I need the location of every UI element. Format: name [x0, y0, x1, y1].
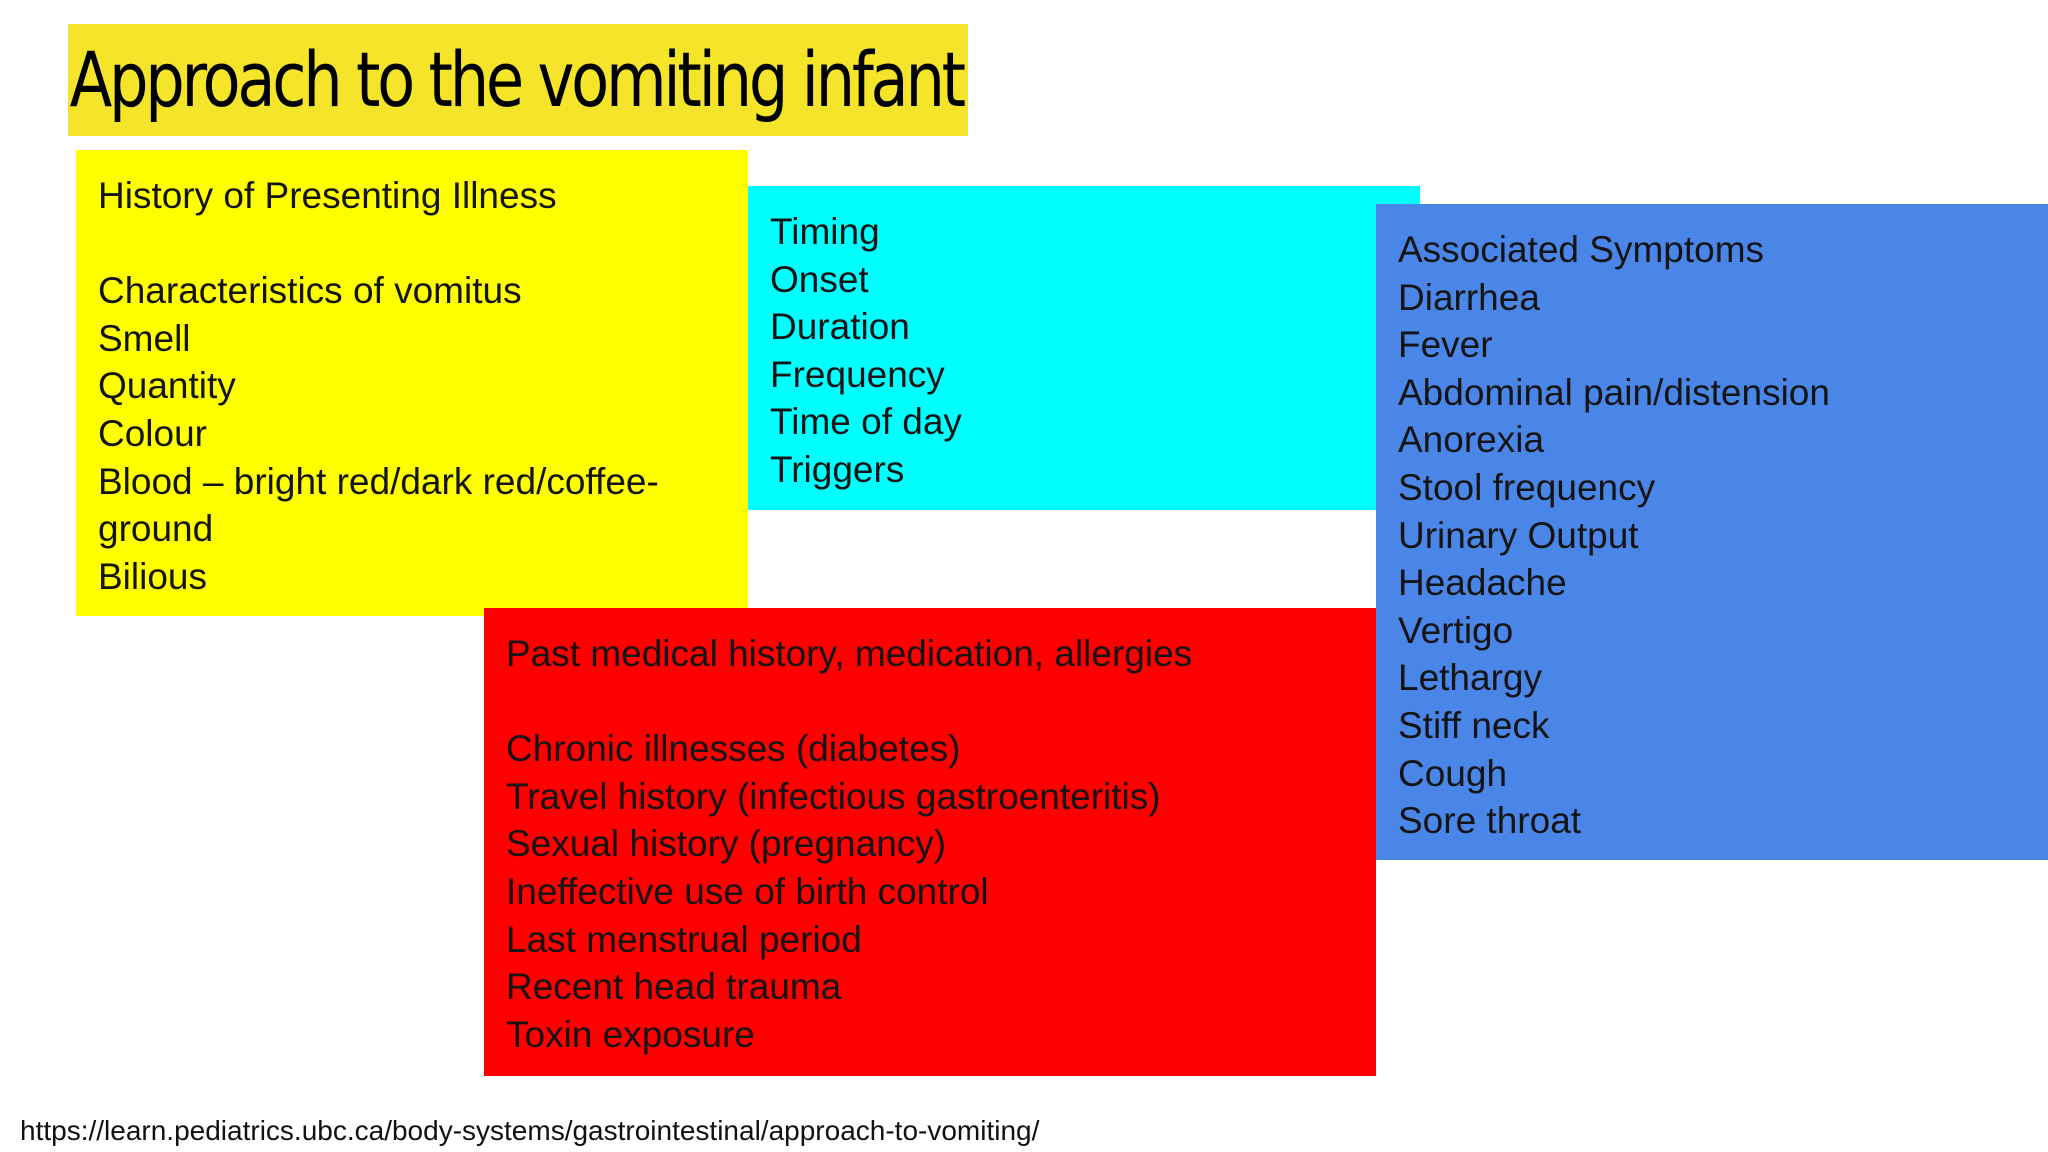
history-item: Bilious	[98, 555, 207, 597]
history-item: ground	[98, 508, 214, 550]
associated-item: Urinary Output	[1398, 514, 1639, 556]
slide-title: Approach to the vomiting infant	[69, 35, 963, 124]
source-url: https://learn.pediatrics.ubc.ca/body-systems/gastrointestinal/approach-to-vomiting/	[20, 1115, 1040, 1146]
associated-heading: Associated Symptoms	[1398, 229, 1765, 270]
history-item: Quantity	[98, 365, 236, 407]
history-item: Smell	[98, 317, 191, 359]
associated-symptoms-box	[1376, 204, 2048, 860]
pmh-item: Last menstrual period	[506, 918, 862, 960]
history-item: Blood – bright red/dark red/coffee-	[98, 460, 659, 502]
associated-item: Stool frequency	[1398, 466, 1656, 508]
pmh-item: Travel history (infectious gastroenteritis)	[506, 775, 1161, 817]
pmh-item: Toxin exposure	[506, 1013, 755, 1055]
associated-item: Cough	[1398, 752, 1508, 794]
associated-item: Headache	[1398, 562, 1567, 604]
associated-item: Sore throat	[1398, 800, 1582, 842]
associated-item: Abdominal pain/distension	[1398, 371, 1830, 413]
associated-item: Diarrhea	[1398, 276, 1540, 318]
associated-item: Fever	[1398, 324, 1493, 366]
associated-item: Vertigo	[1398, 609, 1514, 651]
pmh-heading: Past medical history, medication, allergies	[506, 633, 1193, 674]
timing-item: Timing	[770, 211, 880, 252]
pmh-item: Recent head trauma	[506, 966, 842, 1008]
history-heading: History of Presenting Illness	[98, 175, 557, 216]
pmh-item: Sexual history (pregnancy)	[506, 823, 947, 865]
timing-item: Time of day	[770, 401, 962, 443]
spacer	[506, 678, 1376, 726]
history-item: Characteristics of vomitus	[98, 270, 522, 312]
timing-item: Frequency	[770, 353, 945, 395]
history-of-presenting-illness-box	[76, 150, 748, 616]
title-highlight	[68, 24, 968, 136]
associated-item: Anorexia	[1398, 419, 1545, 461]
pmh-item: Chronic illnesses (diabetes)	[506, 728, 961, 770]
associated-item: Lethargy	[1398, 657, 1542, 699]
history-item: Colour	[98, 412, 207, 454]
timing-box	[748, 186, 1420, 510]
spacer	[98, 220, 748, 268]
past-medical-history-box	[484, 608, 1376, 1076]
timing-item: Onset	[770, 258, 869, 300]
timing-item: Duration	[770, 306, 910, 348]
associated-item: Stiff neck	[1398, 704, 1550, 746]
timing-item: Triggers	[770, 448, 905, 490]
pmh-item: Ineffective use of birth control	[506, 870, 989, 912]
